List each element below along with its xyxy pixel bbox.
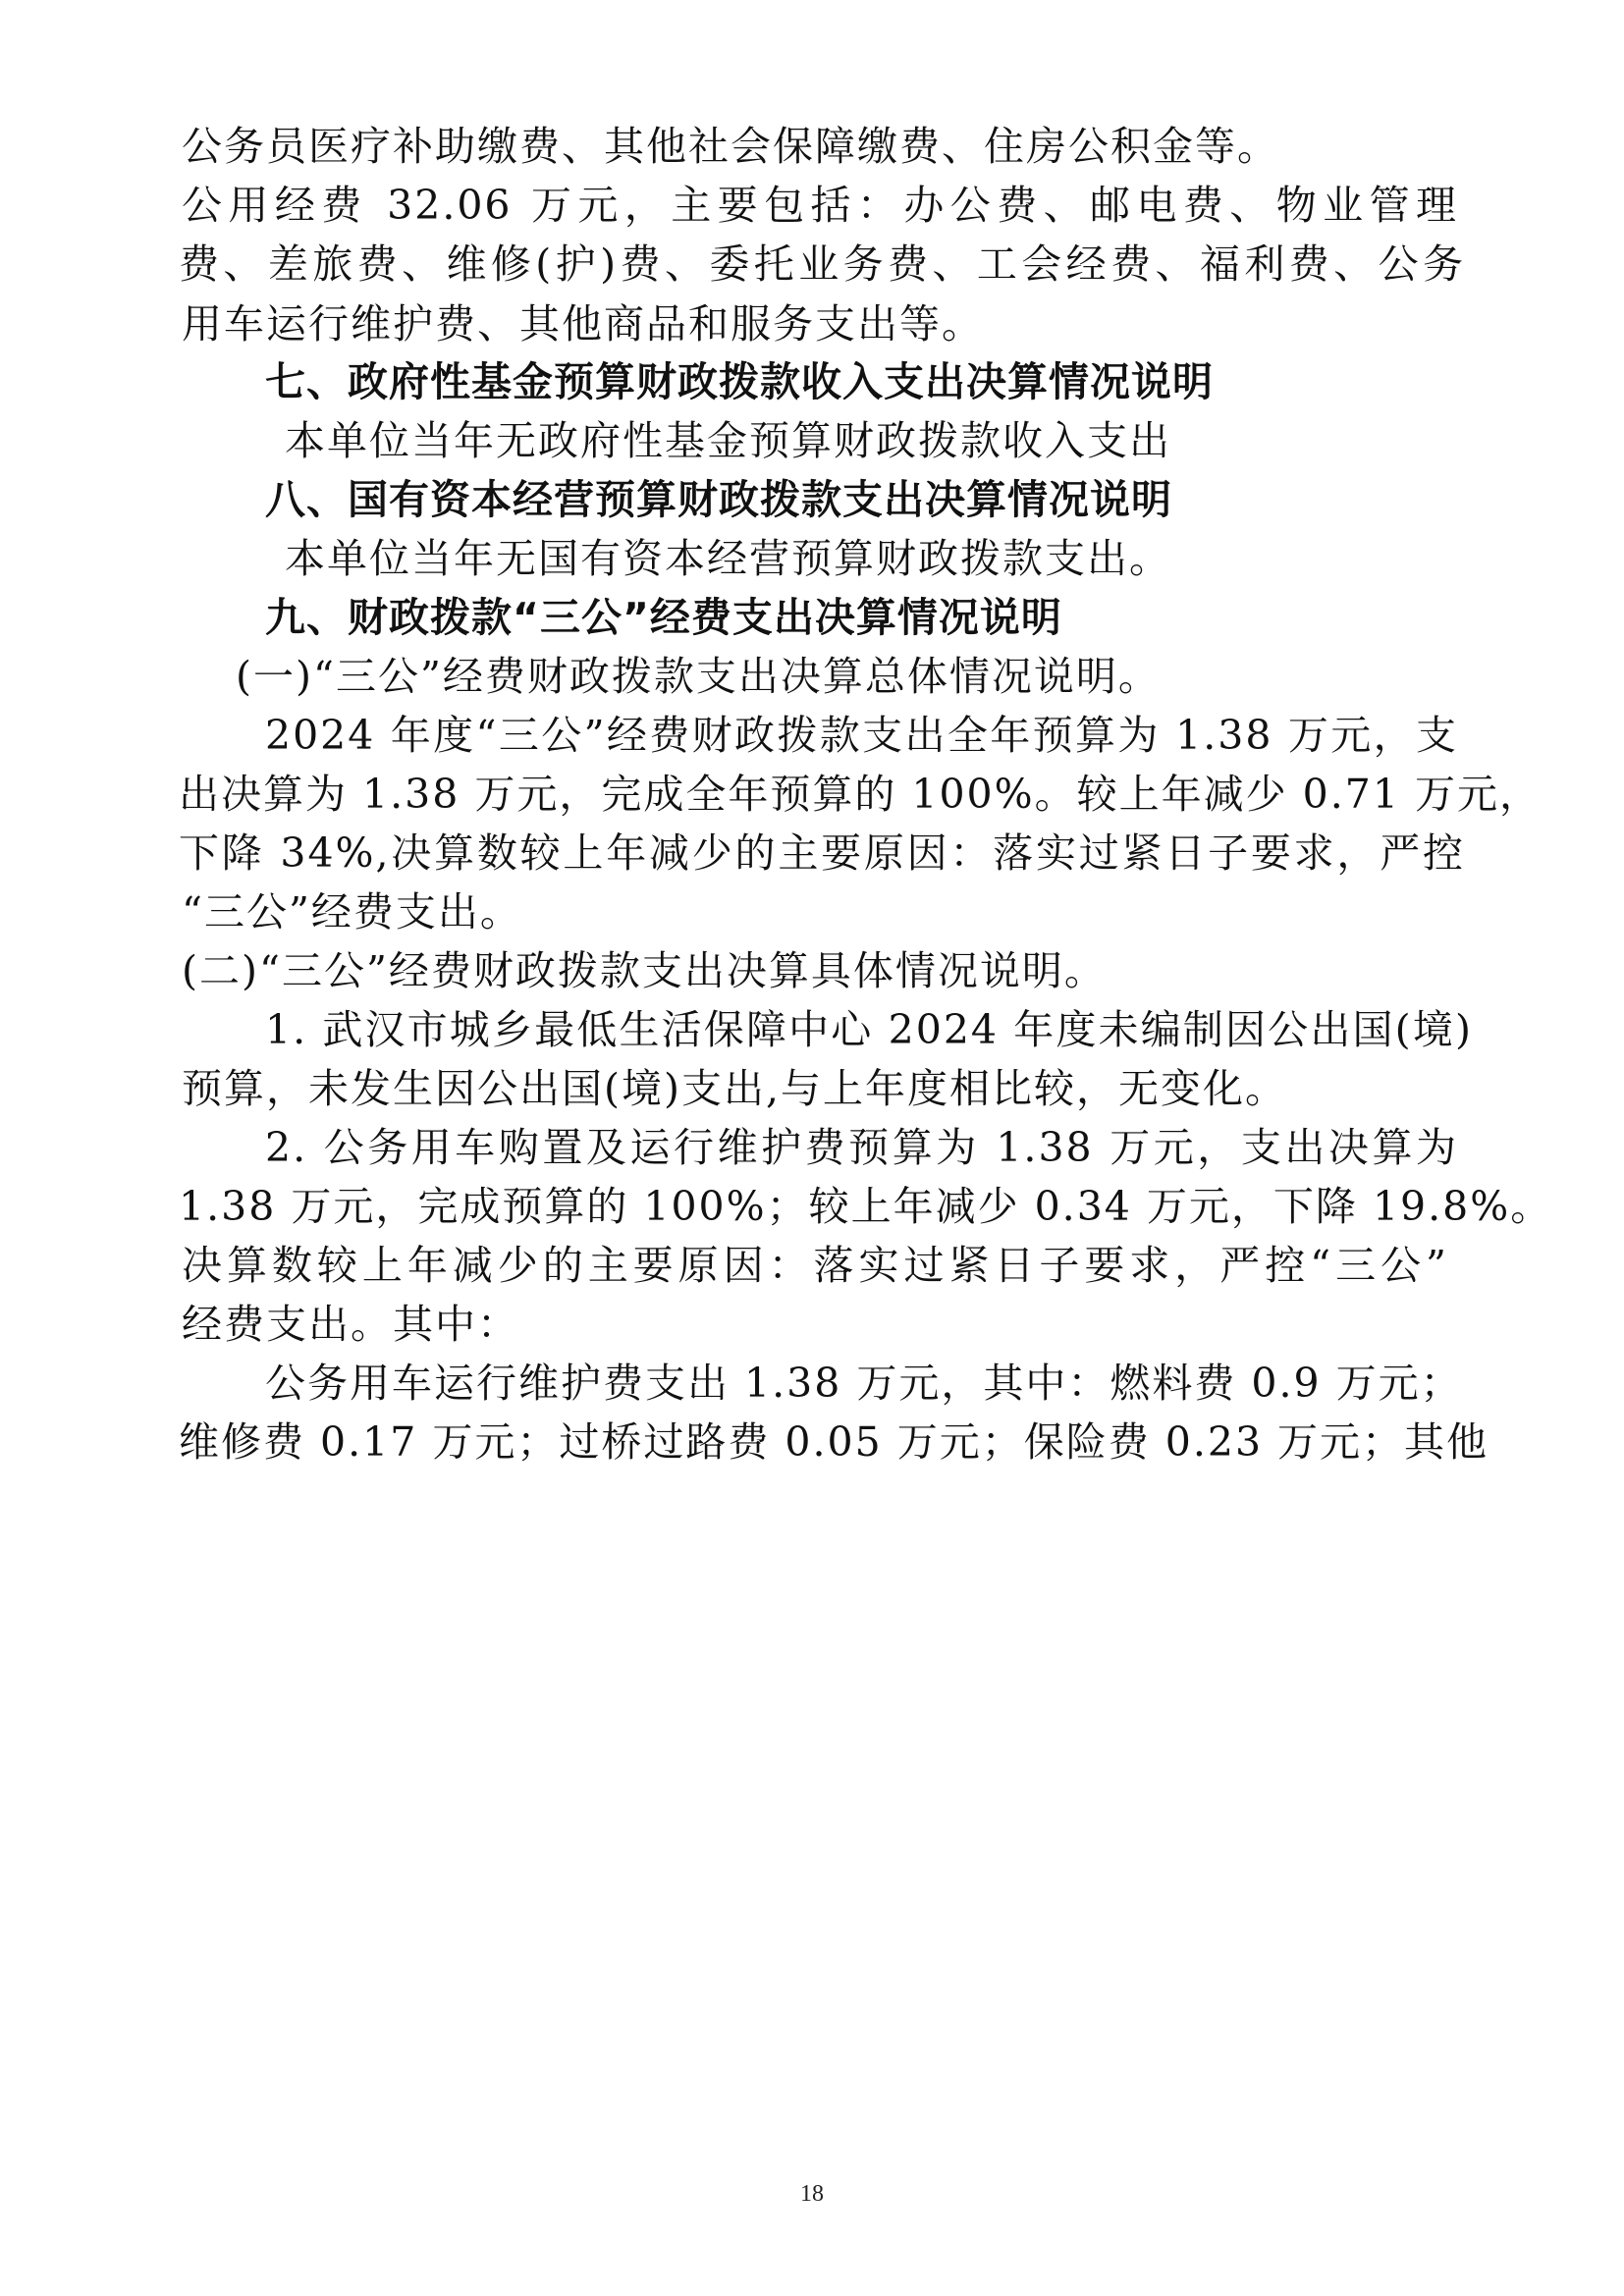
body-line: “三公”经费支出。 [182,888,522,935]
body-line: 2. 公务用车购置及运行维护费预算为 1.38 万元，支出决算为 [265,1124,1458,1171]
body-line: 本单位当年无国有资本经营预算财政拨款支出。 [285,535,1171,582]
body-line: 1. 武汉市城乡最低生活保障中心 2024 年度未编制因公出国(境) [265,1006,1473,1053]
page-number: 18 [800,2181,824,2207]
body-line: 经费支出。其中： [182,1301,519,1348]
subsection-heading: (一)“三公”经费财政拨款支出决算总体情况说明。 [236,653,1161,700]
section-heading: 七、政府性基金预算财政拨款收入支出决算情况说明 [265,358,1214,405]
body-line: 公务用车运行维护费支出 1.38 万元，其中：燃料费 0.9 万元； [265,1360,1463,1407]
body-line: 出决算为 1.38 万元，完成全年预算的 100%。较上年减少 0.71 万元， [179,771,1542,818]
body-line: 下降 34%,决算数较上年减少的主要原因：落实过紧日子要求，严控 [179,829,1465,877]
body-line: 维修费 0.17 万元；过桥过路费 0.05 万元；保险费 0.23 万元；其他 [179,1418,1489,1466]
body-line: 公务员医疗补助缴费、其他社会保障缴费、住房公积金等。 [182,123,1279,170]
body-line: 本单位当年无政府性基金预算财政拨款收入支出 [285,417,1171,464]
section-heading: 九、财政拨款“三公”经费支出决算情况说明 [265,594,1062,641]
body-line: 费、差旅费、维修(护)费、委托业务费、工会经费、福利费、公务 [179,240,1465,288]
body-line: 1.38 万元，完成预算的 100%；较上年减少 0.34 万元，下降 19.8%。 [179,1183,1553,1230]
body-line: 2024 年度“三公”经费财政拨款支出全年预算为 1.38 万元，支 [265,712,1458,759]
body-line: 决算数较上年减少的主要原因：落实过紧日子要求，严控“三公” [182,1242,1448,1289]
subsection-heading: (二)“三公”经费财政拨款支出决算具体情况说明。 [182,947,1107,994]
body-line: 预算，未发生因公出国(境)支出,与上年度相比较，无变化。 [182,1065,1288,1112]
body-line: 公用经费 32.06 万元，主要包括：办公费、邮电费、物业管理 [182,182,1458,229]
section-heading: 八、国有资本经营预算财政拨款支出决算情况说明 [265,476,1172,523]
body-line: 用车运行维护费、其他商品和服务支出等。 [182,300,984,347]
